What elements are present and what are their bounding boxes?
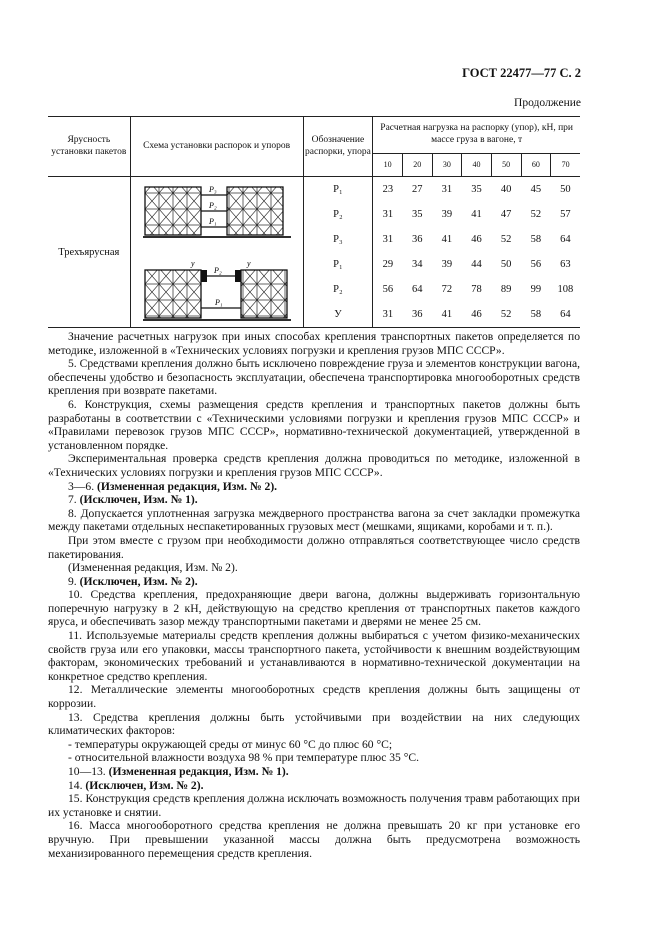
load-value: 64 bbox=[412, 284, 423, 295]
load-value: 23 bbox=[373, 177, 403, 203]
scheme-diagram-2 bbox=[130, 252, 303, 328]
paragraph: При этом вместе с грузом при необходимости должно отправляться соответствующее число средств пакетирования. bbox=[48, 533, 580, 561]
col-scheme-header: Схема установки распорок и упоров bbox=[130, 117, 303, 177]
mass-header: 10 bbox=[373, 154, 403, 177]
scheme-2-svg bbox=[131, 252, 301, 327]
load-value: 39 bbox=[441, 259, 453, 270]
item-number: 10—13. bbox=[68, 765, 109, 778]
paragraph: Экспериментальная проверка средств крепления должна проводиться по методике, изложенной в «Технических условиях погрузки и крепления грузов МПС СССР». bbox=[48, 452, 580, 479]
load-value: 41 bbox=[471, 209, 482, 220]
amendment-note bbox=[48, 575, 580, 589]
load-value: 58 bbox=[521, 302, 551, 328]
mass-header: 30 bbox=[432, 154, 462, 177]
paragraph: 13. Средства крепления должны быть устойчивыми при воздействии на них следующих климатических факторов: bbox=[48, 710, 580, 738]
load-value: 45 bbox=[530, 184, 542, 195]
scheme-label: P₁ bbox=[208, 217, 217, 226]
col-designation-header: Обозначение распорки, упора bbox=[303, 117, 373, 177]
load-value: 47 bbox=[500, 209, 512, 220]
paragraph: (Измененная редакция, Изм. № 2). bbox=[68, 561, 238, 575]
scheme-label: y bbox=[246, 259, 251, 268]
mass-header: 60 bbox=[521, 154, 551, 177]
amendment-text: (Исключен, Изм. № 2). bbox=[79, 574, 198, 588]
paragraph: 15. Конструкция средств крепления должна исключать возможность получения травм работающих при их установке и снятии. bbox=[48, 792, 580, 819]
load-value: 41 bbox=[441, 234, 453, 245]
cargo-stack bbox=[227, 187, 283, 235]
load-value: 36 bbox=[412, 234, 423, 245]
mass-header: 70 bbox=[551, 154, 580, 177]
item-number: 14. bbox=[68, 778, 86, 792]
amendment-text: (Измененная редакция, Изм. № 2). bbox=[96, 479, 278, 493]
paragraph: 12. Металлические элементы многооборотных средств крепления должны быть защищены от коррозии. bbox=[48, 683, 580, 711]
load-table bbox=[48, 116, 580, 328]
amendment-text: (Измененная редакция, Изм. № 1). bbox=[108, 765, 289, 778]
tier-label: Трехъярусная bbox=[48, 177, 130, 328]
load-value: 35 bbox=[471, 184, 482, 195]
item-number: 7. bbox=[68, 493, 80, 507]
continuation-label: Продолжение bbox=[514, 97, 581, 109]
designation: P₃ bbox=[303, 227, 373, 252]
amendment-note bbox=[48, 765, 580, 779]
paragraph: Значение расчетных нагрузок при иных способах крепления транспортных пакетов определяется по методике, изложенной в «Технических условиях погрузки и крепления грузов МПС СССР». bbox=[48, 330, 580, 357]
load-value: 29 bbox=[373, 252, 403, 277]
col-load-header: Расчетная нагрузка на распорку (упор), кН, при массе груза в вагоне, т bbox=[373, 117, 580, 154]
paragraph: 10. Средства крепления, предохраняющие двери вагона, должны выдерживать горизонтальную поперечную нагрузку в 2 кН, действующую на средство крепления от транспортных пакетов каждого яруса, и обеспечивать зазор между транспортными пакетами и дверями не менее 25 см. bbox=[48, 588, 580, 629]
stop-block bbox=[201, 270, 207, 282]
cargo-stack bbox=[145, 187, 201, 235]
amendment-text: (Исключен, Изм. № 1). bbox=[79, 493, 198, 507]
paragraph: 5. Средствами крепления должно быть исключено повреждение груза и элементов конструкции вагона, обеспечены удобство и безопасность эксплуатации, обеспечена транспортировка многооборотных средств крепления при возврате пакетами. bbox=[48, 357, 580, 398]
load-value: 89 bbox=[500, 284, 512, 295]
load-value: 36 bbox=[402, 302, 432, 328]
load-value: 63 bbox=[560, 259, 571, 270]
amendment-note bbox=[48, 493, 580, 507]
load-value: 34 bbox=[412, 259, 423, 270]
mass-header: 20 bbox=[402, 154, 432, 177]
load-value: 40 bbox=[500, 184, 512, 195]
scheme-1-svg bbox=[131, 177, 301, 252]
load-value: 50 bbox=[560, 184, 571, 195]
mass-header: 50 bbox=[491, 154, 521, 177]
paragraph: 11. Используемые материалы средств крепления должны выбираться с учетом физико-механических свойств груза или его упаковки, массы транспортного пакета, устойчивости к внешним воздействующим факторам, экономических требований и устанавливаются в нормативно-технической документации на конкретное средство крепления. bbox=[48, 629, 580, 683]
load-value: 35 bbox=[412, 209, 423, 220]
load-value: 31 bbox=[373, 302, 403, 328]
designation: P₂ bbox=[303, 202, 373, 227]
list-item: - относительной влажности воздуха 98 % при температуре плюс 35 °С. bbox=[68, 751, 420, 765]
item-number: 3—6. bbox=[68, 479, 97, 493]
designation: У bbox=[303, 302, 373, 328]
load-value: 39 bbox=[441, 209, 453, 220]
load-value: 52 bbox=[500, 234, 512, 245]
load-value: 64 bbox=[551, 302, 580, 328]
scheme-label: P₁ bbox=[214, 298, 223, 307]
stop-block bbox=[235, 270, 241, 282]
scheme-label: P₂ bbox=[213, 266, 222, 275]
col-tier-header: Ярусность установки пакетов bbox=[48, 117, 130, 177]
item-number: 9. bbox=[68, 574, 80, 588]
amendment-note bbox=[48, 480, 580, 494]
load-value: 78 bbox=[471, 284, 482, 295]
table-row bbox=[48, 177, 580, 203]
cargo-stack bbox=[241, 270, 287, 318]
load-value: 56 bbox=[373, 277, 403, 302]
load-value: 56 bbox=[530, 259, 542, 270]
load-value: 46 bbox=[471, 234, 482, 245]
amendment-text: (Исключен, Изм. № 2). bbox=[85, 778, 204, 792]
load-value: 46 bbox=[462, 302, 492, 328]
cargo-stack bbox=[145, 270, 201, 318]
mass-header: 40 bbox=[462, 154, 492, 177]
designation: P₁ bbox=[303, 252, 373, 277]
load-value: 50 bbox=[500, 259, 512, 270]
paragraph: 8. Допускается уплотненная загрузка междверного пространства вагона за счет закладки промежутка между пакетами отдельных неспакетированных грузовых мест (мешками, ящиками, коробами и т. п.). bbox=[48, 506, 580, 534]
designation: P₂ bbox=[303, 277, 373, 302]
document-code: ГОСТ 22477—77 С. 2 bbox=[462, 66, 581, 80]
load-value: 31 bbox=[441, 184, 453, 195]
load-value: 52 bbox=[530, 209, 542, 220]
designation: P₁ bbox=[303, 177, 373, 203]
load-value: 31 bbox=[373, 227, 403, 252]
amendment-note bbox=[48, 779, 580, 793]
load-value: 31 bbox=[373, 202, 403, 227]
scheme-label: y bbox=[190, 259, 195, 268]
paragraph: 6. Конструкция, схемы размещения средств крепления и транспортных пакетов должны быть разработаны в соответствии с «Техническими условиями погрузки и крепления грузов МПС СССР» и «Правилами перевозок грузов МПС СССР», нормативно-технической документацией, утвержденной в установленном порядке. bbox=[48, 397, 580, 452]
load-value: 52 bbox=[491, 302, 521, 328]
scheme-label: P₂ bbox=[208, 201, 217, 210]
load-value: 64 bbox=[560, 234, 571, 245]
load-value: 58 bbox=[530, 234, 542, 245]
load-value: 41 bbox=[432, 302, 462, 328]
load-value: 44 bbox=[471, 259, 482, 270]
list-item: - температуры окружающей среды от минус 60 °С до плюс 60 °С; bbox=[68, 737, 393, 751]
body-text bbox=[48, 330, 580, 860]
scheme-label: P₃ bbox=[208, 185, 217, 194]
load-value: 99 bbox=[530, 284, 542, 295]
load-value: 57 bbox=[560, 209, 571, 220]
load-value: 72 bbox=[441, 284, 453, 295]
paragraph: 16. Масса многооборотного средства крепления не должна превышать 20 кг при установке его вручную. При превышении указанной массы должна быть предусмотрена возможность механизированного перемещения средств крепления. bbox=[48, 819, 580, 860]
load-value: 108 bbox=[557, 284, 574, 295]
load-value: 27 bbox=[412, 184, 423, 195]
scheme-diagram-1 bbox=[130, 177, 303, 253]
